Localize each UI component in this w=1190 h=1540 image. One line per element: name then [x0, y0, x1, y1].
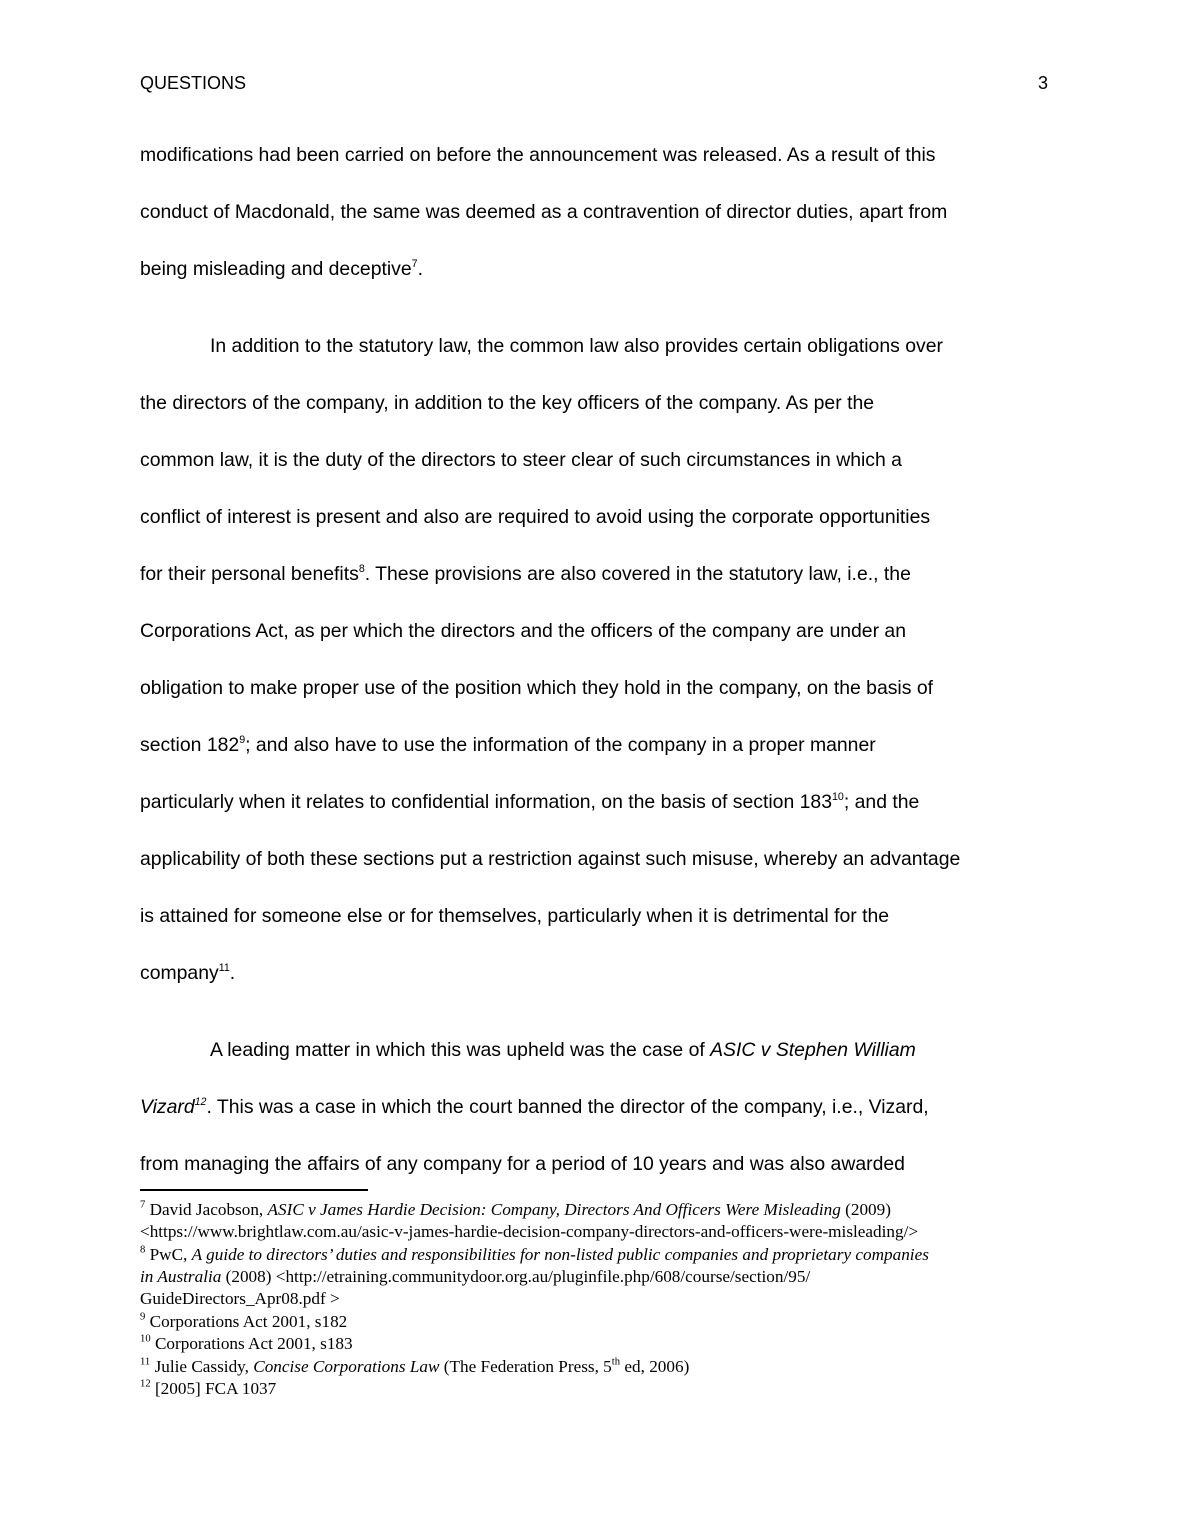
- running-header-title: QUESTIONS: [140, 73, 247, 93]
- footnote-ref[interactable]: 9: [239, 734, 246, 746]
- case-name: Vizard: [140, 1096, 195, 1118]
- case-name: ASIC v Stephen William: [710, 1039, 916, 1061]
- footnote-number: 8: [140, 1244, 146, 1256]
- footnote-title: ASIC v James Hardie Decision: Company, Directors And Officers Were Misleading: [267, 1200, 841, 1219]
- text-line: conflict of interest is present and also are required to avoid using the corporate opportunities: [140, 506, 931, 528]
- text-line: obligation to make proper use of the position which they hold in the company, on the basis of: [140, 677, 933, 699]
- text-line: Corporations Act, as per which the directors and the officers of the company are under an: [140, 620, 906, 642]
- text-line: being misleading and deceptive$^7$.: [140, 258, 423, 280]
- text-line: modifications had been carried on before the announcement was released. As a result of this: [140, 144, 936, 166]
- footnote-8-line2: in Australia (2008) <http://etraining.communitydoor.org.au/pluginfile.php/608/course/section/95/: [140, 1267, 811, 1286]
- footnote-separator: [140, 1189, 368, 1191]
- text-line: common law, it is the duty of the directors to steer clear of such circumstances in which a: [140, 449, 902, 471]
- footnote-ref[interactable]: 7: [411, 258, 418, 270]
- footnote-9: $^9$ Corporations Act 2001, s182: [140, 1311, 348, 1331]
- footnote-number: 10: [140, 1333, 151, 1345]
- text-line: is attained for someone else or for themselves, particularly when it is detrimental for the: [140, 905, 890, 927]
- text-line: for their personal benefits$^8$. These provisions are also covered in the statutory law, i.e., the: [140, 563, 911, 585]
- text-line: the directors of the company, in addition to the key officers of the company. As per the: [140, 392, 875, 414]
- footnote-7-url[interactable]: <https://www.brightlaw.com.au/asic-v-james-hardie-decision-company-directors-and-officers-were-misleading/>: [140, 1222, 919, 1241]
- footnote-7: $^7$ David Jacobson, ASIC v James Hardie Decision: Company, Directors And Officers Were Misleading (2009): [140, 1199, 891, 1219]
- footnote-10: $^{10}$ Corporations Act 2001, s183: [140, 1333, 353, 1353]
- footnote-number: 12: [140, 1378, 151, 1390]
- text-line: particularly when it relates to confidential information, on the basis of section $183^{10}$; and the: [140, 791, 920, 813]
- footnote-title: Concise Corporations Law: [253, 1357, 440, 1376]
- text-line: Vizard$^{12}$. This was a case in which the court banned the director of the company, i.e., Vizard,: [140, 1096, 929, 1118]
- text-line: conduct of Macdonald, the same was deemed as a contravention of director duties, apart from: [140, 201, 948, 223]
- text-line: applicability of both these sections put a restriction against such misuse, whereby an advantage: [140, 848, 961, 870]
- footnote-number: 7: [140, 1199, 146, 1211]
- text-line: section $182^9$; and also have to use the information of the company in a proper manner: [140, 734, 876, 756]
- footnote-ref[interactable]: 12: [194, 1096, 207, 1108]
- footnote-8: $^8$ PwC, A guide to directors’ duties and responsibilities for non-listed public companies and proprietary companies: [140, 1244, 929, 1264]
- footnote-ref[interactable]: 11: [218, 962, 230, 974]
- text-line: A leading matter in which this was upheld was the case of ASIC v Stephen William: [210, 1039, 916, 1061]
- footnote-12: $^{12}$ [2005] FCA 1037: [140, 1378, 277, 1398]
- footnote-ref[interactable]: 8: [358, 563, 365, 575]
- footnote-ref[interactable]: 10: [832, 791, 844, 803]
- footnote-8-line3[interactable]: GuideDirectors_Apr08.pdf >: [140, 1289, 340, 1308]
- page-number: 3: [1037, 73, 1048, 93]
- footnote-number: 9: [140, 1311, 146, 1323]
- footnote-title: A guide to directors’ duties and responsibilities for non-listed public companies and proprietary companies: [191, 1245, 929, 1264]
- footnote-11: $^{11}$ Julie Cassidy, Concise Corporations Law (The Federation Press, 5th ed, 2006): [140, 1356, 690, 1376]
- text-line: In addition to the statutory law, the common law also provides certain obligations over: [210, 335, 943, 357]
- footnote-number: 11: [140, 1356, 151, 1368]
- text-line: company$^{11}$.: [140, 962, 236, 984]
- text-line: from managing the affairs of any company for a period of 10 years and was also awarded: [140, 1153, 905, 1175]
